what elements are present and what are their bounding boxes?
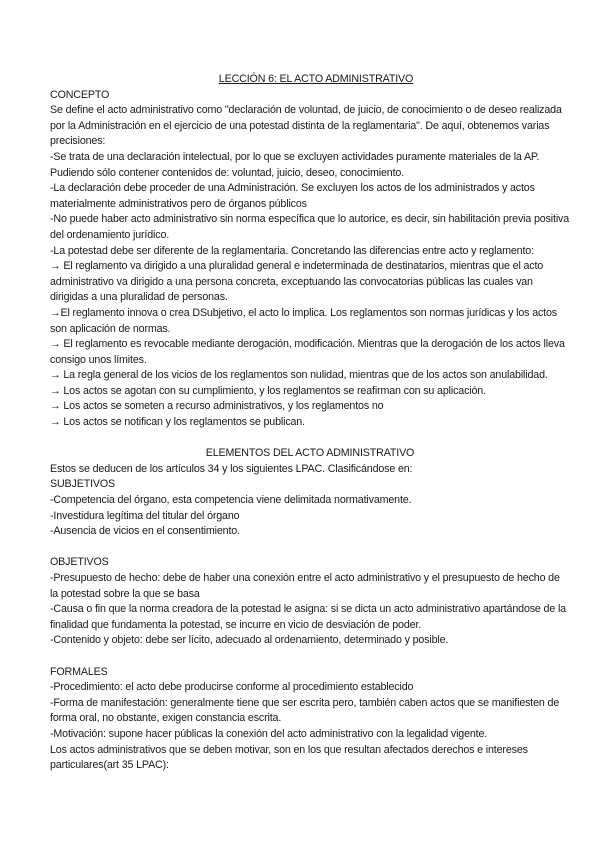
section-heading-elementos: ELEMENTOS DEL ACTO ADMINISTRATIVO	[205, 447, 415, 460]
spacer	[50, 649, 570, 665]
paragraph: Estos se deducen de los artículos 34 y los siguientes LPAC. Clasificándose en:	[50, 462, 413, 475]
paragraph: → Los actos se someten a recurso administrativos, y los reglamentos no	[50, 400, 384, 413]
paragraph: → Los actos se notifican y los reglamentos se publican.	[50, 416, 305, 429]
list-item: -Motivación: supone hacer públicas la conexión del acto administrativo con la legalidad vigente.	[50, 727, 488, 740]
subsection-heading-objetivos: OBJETIVOS	[50, 556, 109, 569]
list-item: -Causa o fin que la norma creadora de la potestad le asigna: si se dicta un acto administrativo apartándose de la finalidad que fundamenta la potestad, se incurre en vicio de desviación de poder.	[50, 603, 566, 631]
list-item: -Presupuesto de hecho: debe de haber una conexión entre el acto administrativo y el presupuesto de hecho de la potestad sobre la que se basa	[50, 572, 560, 600]
lesson-title: LECCIÓN 6: EL ACTO ADMINISTRATIVO	[218, 73, 414, 85]
paragraph: Se define el acto administrativo como "declaración de voluntad, de juicio, de conocimiento o de deseo realizada por la Administración en el ejercicio de una potestad distinta de la reglamentaria". De aquí, obtenemos varias precisiones:	[50, 104, 562, 148]
list-item: -Contenido y objeto: debe ser lícito, adecuado al ordenamiento, determinado y posible.	[50, 634, 449, 647]
paragraph: →El reglamento innova o crea DSubjetivo, el acto lo implica. Los reglamentos son normas jurídicas y los actos son aplicación de normas.	[50, 306, 557, 335]
list-item: Los actos administrativos que se deben motivar, son en los que resultan afectados derechos e intereses particulares(art 35 LPAC):	[50, 743, 528, 772]
paragraph: → El reglamento es revocable mediante derogación, modificación. Mientras que la derogación de los actos lleva consigo unos límites.	[50, 338, 565, 366]
paragraph: -La declaración debe proceder de una Administración. Se excluyen los actos de los administrados y actos materialmente administrativos pero de órganos públicos	[50, 182, 535, 210]
paragraph: -La potestad debe ser diferente de la reglamentaria. Concretando las diferencias entre acto y reglamento:	[50, 244, 534, 257]
paragraph: -No puede haber acto administrativo sin norma específica que lo autorice, es decir, sin habilitación previa positiva del ordenamiento jurídico.	[50, 213, 570, 241]
paragraph: -Se trata de una declaración intelectual, por lo que se excluyen actividades puramente materiales de la AP. Pudiendo sólo contener contenidos de: voluntad, juicio, deseo, conocimiento.	[50, 150, 540, 179]
list-item: -Competencia del órgano, esta competencia viene delimitada normativamente.	[50, 494, 412, 507]
paragraph: → Los actos se agotan con su cumplimiento, y los reglamentos se reafirman con su aplicación.	[50, 384, 486, 397]
paragraph: → El reglamento va dirigido a una pluralidad general e indeterminada de destinatarios, mientras que el acto administrativo va dirigido a una persona concreta, exceptuando las convocatorias públicas las cuales van dirigidas a una pluralidad de personas.	[50, 260, 544, 304]
spacer	[50, 540, 570, 556]
list-item: -Procedimiento: el acto debe producirse conforme al procedimiento establecido	[50, 681, 414, 694]
document-page	[50, 72, 570, 774]
list-item: -Forma de manifestación: generalmente tiene que ser escrita pero, también caben actos que se manifiesten de forma oral, no obstante, exigen constancia escrita.	[50, 696, 560, 725]
subsection-heading-formales: FORMALES	[50, 665, 108, 678]
paragraph: → La regla general de los vicios de los reglamentos son nulidad, mientras que de los actos son anulabilidad.	[50, 369, 548, 382]
list-item: -Investidura legítima del titular del órgano	[50, 509, 240, 522]
subsection-heading-subjetivos: SUBJETIVOS	[50, 478, 116, 491]
section-heading-concepto: CONCEPTO	[50, 88, 110, 101]
list-item: -Ausencia de vicios en el consentimiento.	[50, 525, 240, 538]
spacer	[50, 431, 570, 447]
